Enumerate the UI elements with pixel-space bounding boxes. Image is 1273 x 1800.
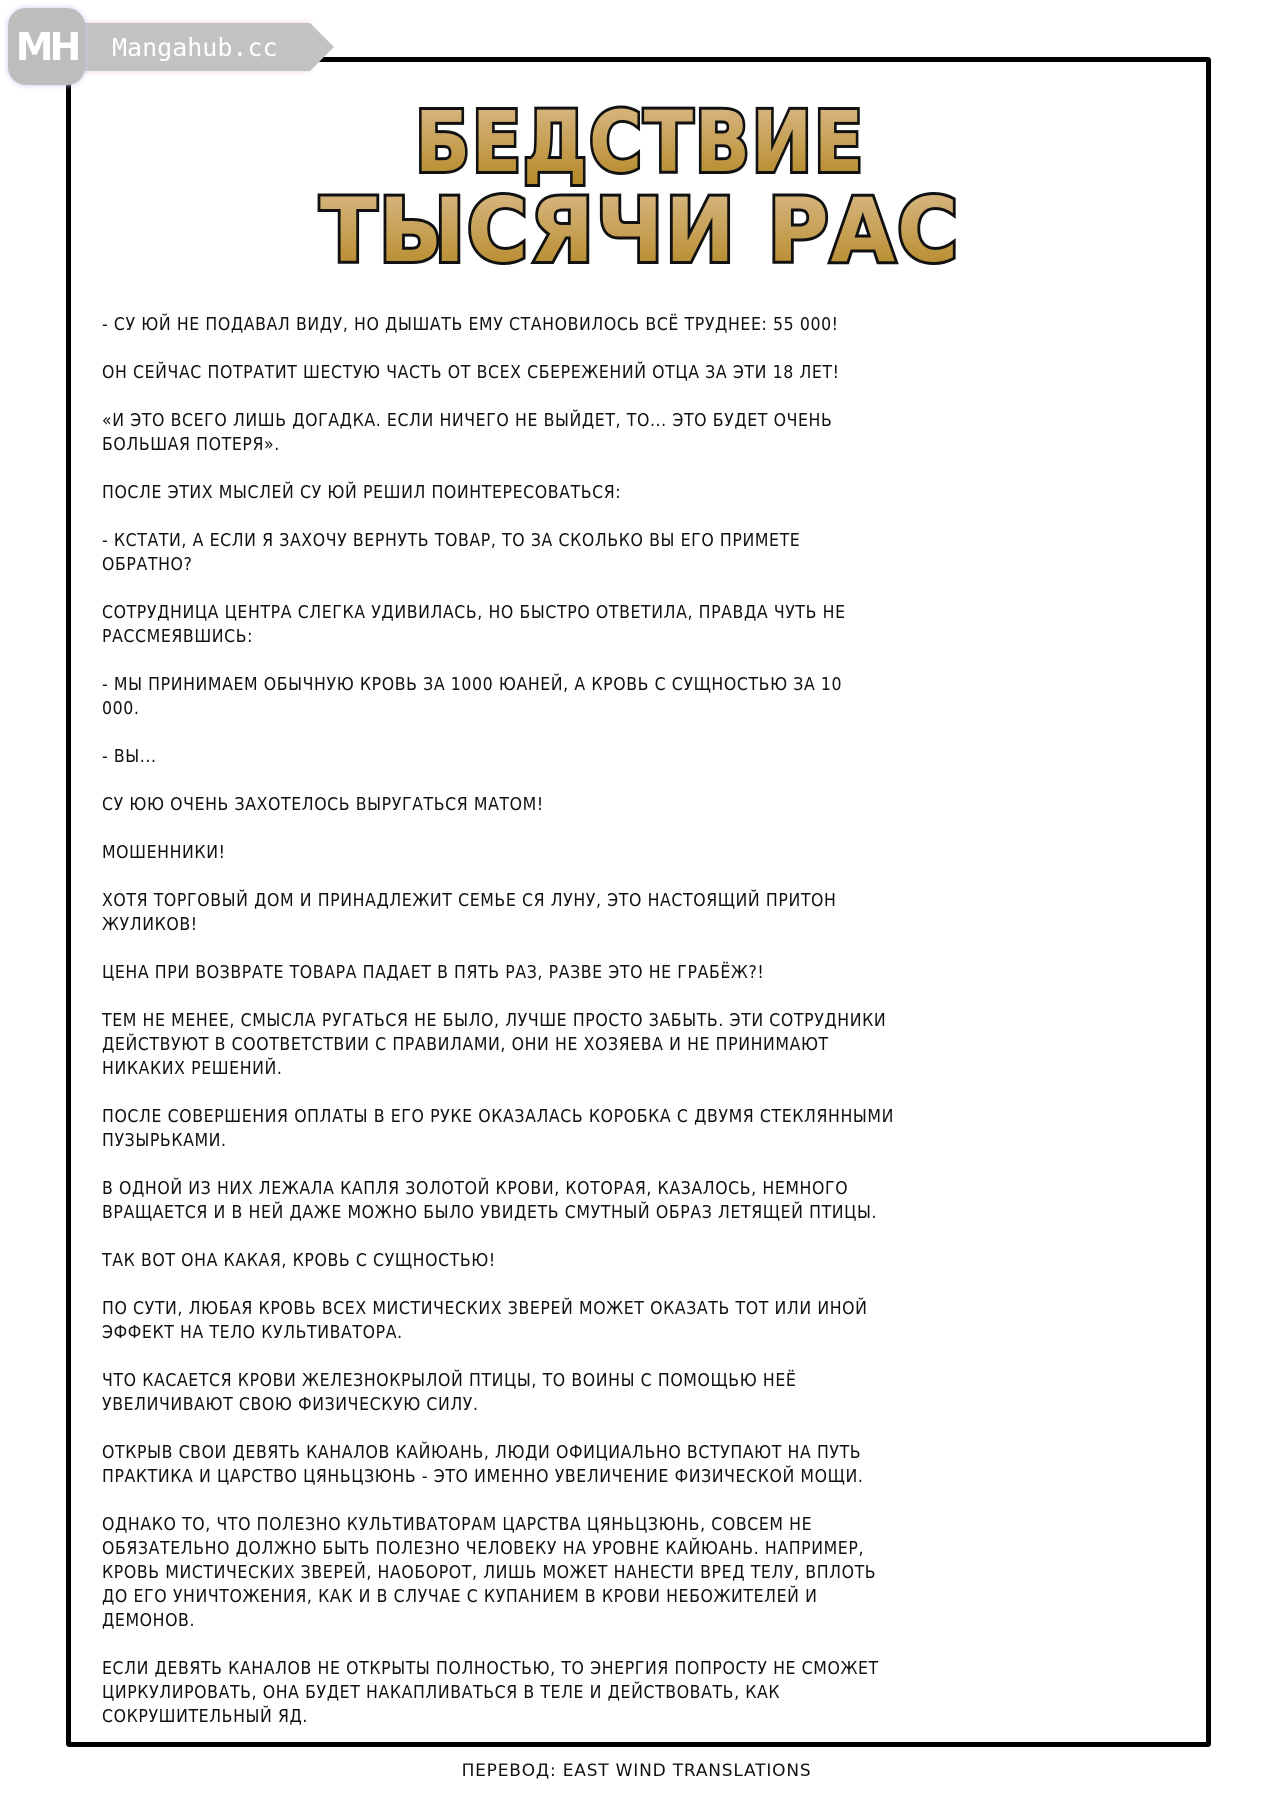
paragraph-line: «И ЭТО ВСЕГО ЛИШЬ ДОГАДКА. ЕСЛИ НИЧЕГО НЕ ВЫЙДЕТ, ТО... ЭТО БУДЕТ ОЧЕНЬ xyxy=(102,411,833,431)
paragraph-line: ВРАЩАЕТСЯ И В НЕЙ ДАЖЕ МОЖНО БЫЛО УВИДЕТЬ СМУТНЫЙ ОБРАЗ ЛЕТЯЩЕЙ ПТИЦЫ. xyxy=(102,1203,878,1223)
paragraph-line: ЦИРКУЛИРОВАТЬ, ОНА БУДЕТ НАКАПЛИВАТЬСЯ В ТЕЛЕ И ДЕЙСТВОВАТЬ, КАК xyxy=(102,1683,781,1703)
paragraph-line: ДЕМОНОВ. xyxy=(102,1611,196,1631)
watermark-site-text: Mangahub.cc xyxy=(112,32,278,62)
title-logo-graphic xyxy=(300,85,980,275)
paragraph-line: ХОТЯ ТОРГОВЫЙ ДОМ И ПРИНАДЛЕЖИТ СЕМЬЕ СЯ ЛУНУ, ЭТО НАСТОЯЩИЙ ПРИТОН xyxy=(102,891,837,911)
article-body xyxy=(102,313,1192,1753)
paragraph-line: ОДНАКО ТО, ЧТО ПОЛЕЗНО КУЛЬТИВАТОРАМ ЦАРСТВА ЦЯНЬЦЗЮНЬ, СОВСЕМ НЕ xyxy=(102,1515,813,1535)
paragraph-line: РАССМЕЯВШИСЬ: xyxy=(102,627,254,647)
title-line-1: БЕДСТВИЕ xyxy=(415,93,865,191)
paragraph xyxy=(102,481,1192,505)
paragraph-line: ПОСЛЕ СОВЕРШЕНИЯ ОПЛАТЫ В ЕГО РУКЕ ОКАЗАЛАСЬ КОРОБКА С ДВУМЯ СТЕКЛЯННЫМИ xyxy=(102,1107,894,1127)
paragraph-line: ПУЗЫРЬКАМИ. xyxy=(102,1131,227,1151)
paragraph-line: СУ ЮЮ ОЧЕНЬ ЗАХОТЕЛОСЬ ВЫРУГАТЬСЯ МАТОМ! xyxy=(102,795,544,815)
paragraph-line: В ОДНОЙ ИЗ НИХ ЛЕЖАЛА КАПЛЯ ЗОЛОТОЙ КРОВИ, КОТОРАЯ, КАЗАЛОСЬ, НЕМНОГО xyxy=(102,1179,849,1199)
paragraph-line: ПО СУТИ, ЛЮБАЯ КРОВЬ ВСЕХ МИСТИЧЕСКИХ ЗВЕРЕЙ МОЖЕТ ОКАЗАТЬ ТОТ ИЛИ ИНОЙ xyxy=(102,1299,868,1319)
paragraph-line: ПРАКТИКА И ЦАРСТВО ЦЯНЬЦЗЮНЬ - ЭТО ИМЕННО УВЕЛИЧЕНИЕ ФИЗИЧЕСКОЙ МОЩИ. xyxy=(102,1467,864,1487)
paragraph-line: - СУ ЮЙ НЕ ПОДАВАЛ ВИДУ, НО ДЫШАТЬ ЕМУ СТАНОВИЛОСЬ ВСЁ ТРУДНЕЕ: 55 000! xyxy=(102,315,839,335)
paragraph-line: ЧТО КАСАЕТСЯ КРОВИ ЖЕЛЕЗНОКРЫЛОЙ ПТИЦЫ, ТО ВОИНЫ С ПОМОЩЬЮ НЕЁ xyxy=(102,1371,797,1391)
paragraph xyxy=(102,601,1192,649)
paragraph-line: ЖУЛИКОВ! xyxy=(102,915,198,935)
paragraph-line: ТЕМ НЕ МЕНЕЕ, СМЫСЛА РУГАТЬСЯ НЕ БЫЛО, ЛУЧШЕ ПРОСТО ЗАБЫТЬ. ЭТИ СОТРУДНИКИ xyxy=(102,1011,887,1031)
title-line-2: ТЫСЯЧИ РАС xyxy=(320,179,960,275)
paragraph-line: ОТКРЫВ СВОИ ДЕВЯТЬ КАНАЛОВ КАЙЮАНЬ, ЛЮДИ ОФИЦИАЛЬНО ВСТУПАЮТ НА ПУТЬ xyxy=(102,1443,862,1463)
watermark-logo-text: MH xyxy=(15,24,78,69)
watermark-logo xyxy=(8,8,85,85)
paragraph-line: СОКРУШИТЕЛЬНЫЙ ЯД. xyxy=(102,1707,309,1727)
paragraph-line: КРОВЬ МИСТИЧЕСКИХ ЗВЕРЕЙ, НАОБОРОТ, ЛИШЬ МОЖЕТ НАНЕСТИ ВРЕД ТЕЛУ, ВПЛОТЬ xyxy=(102,1563,877,1583)
paragraph-line: БОЛЬШАЯ ПОТЕРЯ». xyxy=(102,435,280,455)
translation-credit: ПЕРЕВОД: EAST WIND TRANSLATIONS xyxy=(461,1761,812,1781)
paragraph xyxy=(102,673,1192,721)
title-logo xyxy=(300,85,980,275)
paragraph xyxy=(102,1249,1192,1273)
paragraph xyxy=(102,1657,1192,1729)
paragraph-line: ОН СЕЙЧАС ПОТРАТИТ ШЕСТУЮ ЧАСТЬ ОТ ВСЕХ СБЕРЕЖЕНИЙ ОТЦА ЗА ЭТИ 18 ЛЕТ! xyxy=(102,363,840,383)
paragraph-line: УВЕЛИЧИВАЮТ СВОЮ ФИЗИЧЕСКУЮ СИЛУ. xyxy=(102,1395,479,1415)
paragraph-line: ДЕЙСТВУЮТ В СООТВЕТСТВИИ С ПРАВИЛАМИ, ОНИ НЕ ХОЗЯЕВА И НЕ ПРИНИМАЮТ xyxy=(102,1035,829,1055)
paragraph-line: ОБРАТНО? xyxy=(102,555,193,575)
paragraph-line: ЦЕНА ПРИ ВОЗВРАТЕ ТОВАРА ПАДАЕТ В ПЯТЬ РАЗ, РАЗВЕ ЭТО НЕ ГРАБЁЖ?! xyxy=(102,963,765,983)
paragraph xyxy=(102,1177,1192,1225)
paragraph-line: ЕСЛИ ДЕВЯТЬ КАНАЛОВ НЕ ОТКРЫТЫ ПОЛНОСТЬЮ, ТО ЭНЕРГИЯ ПОПРОСТУ НЕ СМОЖЕТ xyxy=(102,1659,879,1679)
paragraph xyxy=(102,409,1192,457)
paragraph-line: - КСТАТИ, А ЕСЛИ Я ЗАХОЧУ ВЕРНУТЬ ТОВАР, ТО ЗА СКОЛЬКО ВЫ ЕГО ПРИМЕТЕ xyxy=(102,531,801,551)
paragraph-line: ТАК ВОТ ОНА КАКАЯ, КРОВЬ С СУЩНОСТЬЮ! xyxy=(102,1251,496,1271)
paragraph xyxy=(102,841,1192,865)
paragraph xyxy=(102,313,1192,337)
paragraph-line: - ВЫ... xyxy=(102,747,157,767)
paragraph-line: ОБЯЗАТЕЛЬНО ДОЛЖНО БЫТЬ ПОЛЕЗНО ЧЕЛОВЕКУ НА УРОВНЕ КАЙЮАНЬ. НАПРИМЕР, xyxy=(102,1539,865,1559)
paragraph-line: - МЫ ПРИНИМАЕМ ОБЫЧНУЮ КРОВЬ ЗА 1000 ЮАНЕЙ, А КРОВЬ С СУЩНОСТЬЮ ЗА 10 xyxy=(102,675,843,695)
paragraph-line: ПОСЛЕ ЭТИХ МЫСЛЕЙ СУ ЮЙ РЕШИЛ ПОИНТЕРЕСОВАТЬСЯ: xyxy=(102,483,622,503)
paragraph xyxy=(102,1297,1192,1345)
paragraph xyxy=(102,745,1192,769)
paragraph-line: МОШЕННИКИ! xyxy=(102,843,226,863)
paragraph xyxy=(102,793,1192,817)
paragraph-line: НИКАКИХ РЕШЕНИЙ. xyxy=(102,1059,283,1079)
paragraph xyxy=(102,889,1192,937)
paragraph xyxy=(102,1105,1192,1153)
paragraph-line: СОТРУДНИЦА ЦЕНТРА СЛЕГКА УДИВИЛАСЬ, НО БЫСТРО ОТВЕТИЛА, ПРАВДА ЧУТЬ НЕ xyxy=(102,603,846,623)
paragraph xyxy=(102,961,1192,985)
paragraph xyxy=(102,1441,1192,1489)
watermark-banner xyxy=(80,23,310,71)
paragraph-line: 000. xyxy=(102,699,140,719)
paragraph-line: ЭФФЕКТ НА ТЕЛО КУЛЬТИВАТОРА. xyxy=(102,1323,403,1343)
paragraph xyxy=(102,529,1192,577)
paragraph xyxy=(102,1513,1192,1633)
paragraph xyxy=(102,1009,1192,1081)
paragraph-line: ДО ЕГО УНИЧТОЖЕНИЯ, КАК И В СЛУЧАЕ С КУПАНИЕМ В КРОВИ НЕБОЖИТЕЛЕЙ И xyxy=(102,1587,818,1607)
paragraph xyxy=(102,1369,1192,1417)
paragraph xyxy=(102,361,1192,385)
